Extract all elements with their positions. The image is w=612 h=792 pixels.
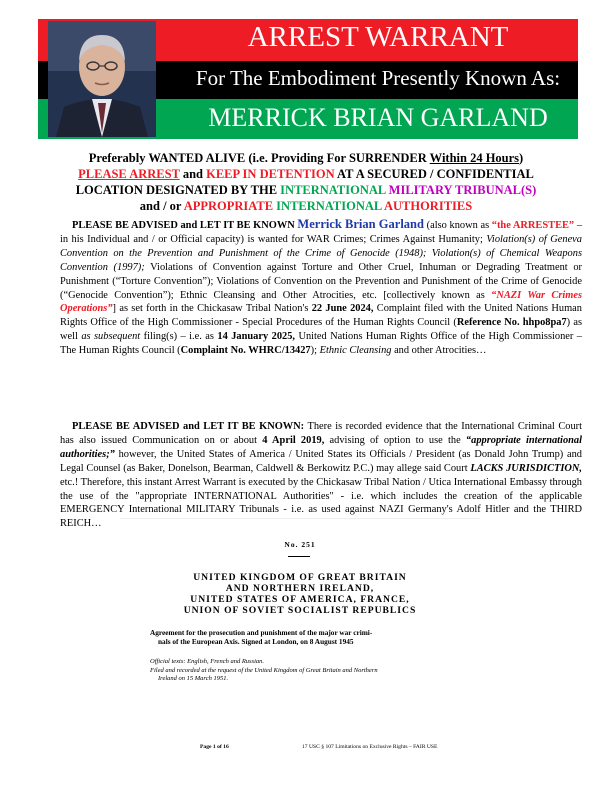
treaty-excerpt [120, 510, 480, 700]
wanted-notice [50, 150, 562, 214]
treaty-divider [288, 556, 310, 557]
notice-line-4: and / or APPROPRIATE INTERNATIONAL AUTHORITIES [139, 199, 473, 213]
advisory-paragraph-2: PLEASE BE ADVISED and LET IT BE KNOWN: There is recorded evidence that the International Criminal Court has also issued Communication on or about 4 April 2019, advising of option to use the “appropriate international authorities;” however, the United States of America / United States its Officials / President (as Donald John Trump) and Legal Counsel (as Baker, Donelson, Bearman, Caldwell & Berkowitz P.C.) may allege said Court LACKS JURISDICTION, etc.! Therefore, this instant Arrest Warrant is executed by the Chickasaw Tribal Nation / Utica International Embassy through the use of the "appropriate INTERNATIONAL Authorities" - i.e. which includes the creation of the applicable EMERGENCY International MILITARY Tribunals - i.e. as used against NAZI Germany's Adolf Hitler and the THIRD REICH… [60, 421, 583, 530]
banner-subtitle: For The Embodiment Presently Known As: [195, 66, 561, 90]
advisory-paragraph-1: PLEASE BE ADVISED and LET IT BE KNOWN Merrick Brian Garland (also known as “the ARRESTEE” – in his Individual and / or Official capacity) is wanted for WAR Crimes; Crimes Against Humanity; Violation(s) of Geneva Convention on the Prevention and Punishment of the Crime of Genocide (1948); Violation(s) of Chemical Weapons Convention (1997); Violations of Convention against Torture and Other Cruel, Inhuman or Degrading Treatment or Punishment (“Torture Convention”); Violations of Convention on the Prevention and Punishment of the Crime of Genocide (“Genocide Convention”); Ethnic Cleansing and Other Atrocities, etc. [collectively known as “NAZI War Crimes Operations”] as set forth in the Chickasaw Tribal Nation's 22 June 2024, Complaint filed with the United Nations Human Rights Office of the High Commissioner - Special Procedures of the Human Rights Council (Reference No. hhpo8pa7) as well as subsequent filing(s) – i.e. as 14 January 2025, United Nations Human Rights Office of the High Commissioner – The Human Rights Council (Complaint No. WHRC/13427); Ethnic Cleansing and other Atrocities… [60, 217, 583, 357]
banner-name: MERRICK BRIAN GARLAND [208, 103, 548, 132]
portrait-photo [48, 21, 156, 137]
fair-use-reference: 17 USC § 107 Limitations on Exclusive Rights – FAIR USE [302, 744, 438, 750]
treaty-parties: UNITED KINGDOM OF GREAT BRITAIN AND NORTHERN IRELAND, UNITED STATES OF AMERICA, FRANCE, UNION OF SOVIET SOCIALIST REPUBLICS [183, 572, 417, 616]
notice-line-1: Preferably WANTED ALIVE (i.e. Providing For SURRENDER Within 24 Hours) [88, 151, 524, 165]
treaty-notes: Official texts: English, French and Russian. Filed and recorded at the request of the United Kingdom of Great Britain and Northern Ireland on 15 March 1951. [150, 658, 378, 682]
notice-line-2: PLEASE ARREST and KEEP IN DETENTION AT A SECURED / CONFIDENTIAL [78, 167, 534, 181]
page-number: Page 1 of 16 [200, 744, 229, 750]
banner-title: ARREST WARRANT [247, 21, 509, 53]
warrant-banner [38, 19, 578, 139]
treaty-title: Agreement for the prosecution and punishment of the major war crimi- nals of the European Axis. Signed at London, on 8 August 1945 [150, 628, 373, 646]
notice-line-3: LOCATION DESIGNATED BY THE INTERNATIONAL MILITARY TRIBUNAL(S) [75, 183, 537, 197]
treaty-number: No. 251 [284, 540, 316, 549]
excerpt-top-rule [120, 518, 480, 519]
